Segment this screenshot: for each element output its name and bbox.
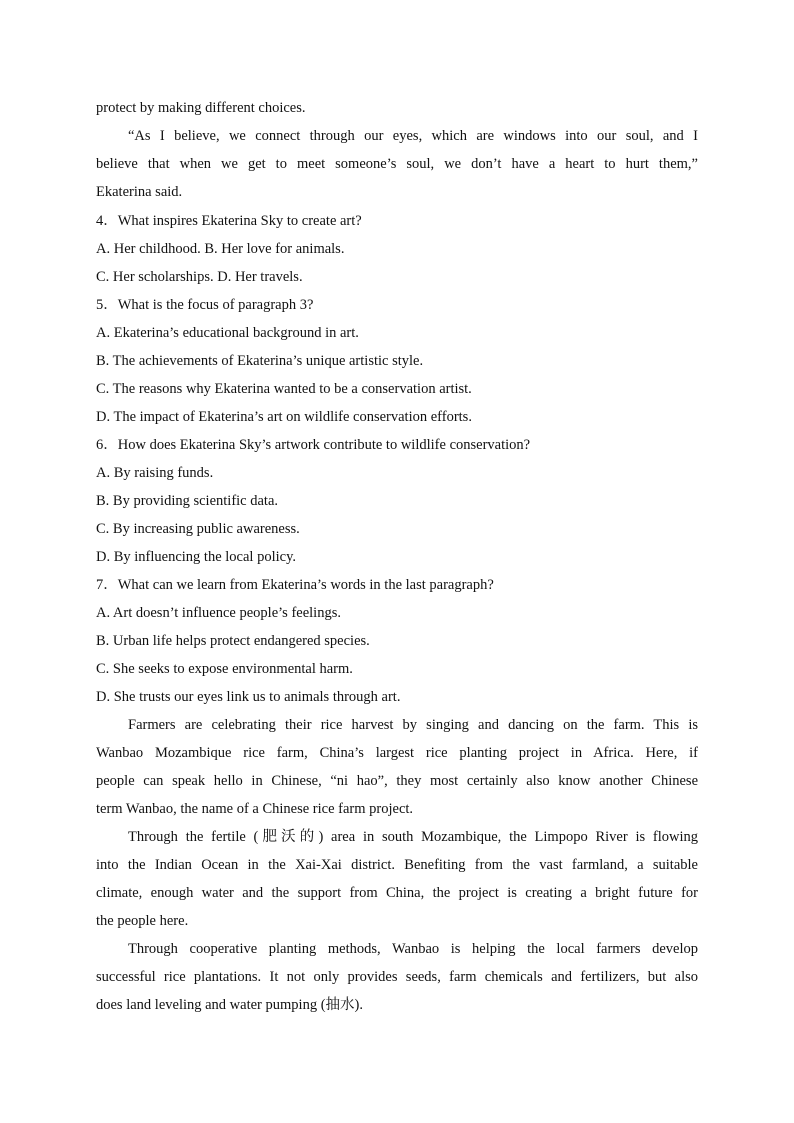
answer-option: B. Urban life helps protect endangered species. (96, 633, 370, 649)
answer-option: D. By influencing the local policy. (96, 549, 296, 565)
answer-option: B. The achievements of Ekaterina’s unique artistic style. (96, 353, 424, 369)
passage-line: people can speak hello in Chinese, “ni hao”, they most certainly also know another Chinese (96, 773, 698, 789)
passage-line: term Wanbao, the name of a Chinese rice farm project. (96, 801, 414, 817)
answer-option: A. Ekaterina’s educational background in art. (96, 325, 359, 341)
answer-option: D. She trusts our eyes link us to animals through art. (96, 689, 401, 705)
passage-line: the people here. (96, 913, 189, 929)
passage-line: Wanbao Mozambique rice farm, China’s largest rice planting project in Africa. Here, if (96, 745, 698, 761)
passage-line: successful rice plantations. It not only provides seeds, farm chemicals and fertilizers, but also (96, 969, 698, 985)
passage-line: believe that when we get to meet someone’s soul, we don’t have a heart to hurt them,” (96, 156, 698, 172)
answer-option: B. By providing scientific data. (96, 493, 279, 509)
passage-line: climate, enough water and the support from China, the project is creating a bright future for (96, 885, 698, 901)
answer-option: C. She seeks to expose environmental harm. (96, 661, 353, 677)
answer-option: C. The reasons why Ekaterina wanted to be a conservation artist. (96, 381, 472, 397)
passage-line: Through cooperative planting methods, Wanbao is helping the local farmers develop (128, 941, 698, 957)
answer-option: D. The impact of Ekaterina’s art on wildlife conservation efforts. (96, 409, 472, 425)
question-stem: 5．What is the focus of paragraph 3? (96, 297, 314, 313)
passage-line: “As I believe, we connect through our eyes, which are windows into our soul, and I (128, 128, 698, 144)
passage-line: Through the fertile (肥沃的) area in south Mozambique, the Limpopo River is flowing (128, 829, 698, 845)
passage-line: Farmers are celebrating their rice harvest by singing and dancing on the farm. This is (128, 717, 698, 733)
question-stem: 6．How does Ekaterina Sky’s artwork contribute to wildlife conservation? (96, 437, 531, 453)
answer-option: C. Her scholarships. D. Her travels. (96, 269, 303, 285)
passage-line: does land leveling and water pumping (抽水). (96, 997, 363, 1013)
document-page (96, 94, 698, 1019)
question-stem: 7．What can we learn from Ekaterina’s words in the last paragraph? (96, 577, 494, 593)
answer-option: A. Art doesn’t influence people’s feelings. (96, 605, 341, 621)
question-stem: 4．What inspires Ekaterina Sky to create art? (96, 213, 362, 229)
answer-option: C. By increasing public awareness. (96, 521, 300, 537)
passage-line: into the Indian Ocean in the Xai-Xai district. Benefiting from the vast farmland, a suitable (96, 857, 698, 873)
passage-line: Ekaterina said. (96, 184, 183, 200)
answer-option: A. Her childhood. B. Her love for animals. (96, 241, 345, 257)
answer-option: A. By raising funds. (96, 465, 214, 481)
passage-line: protect by making different choices. (96, 100, 306, 116)
